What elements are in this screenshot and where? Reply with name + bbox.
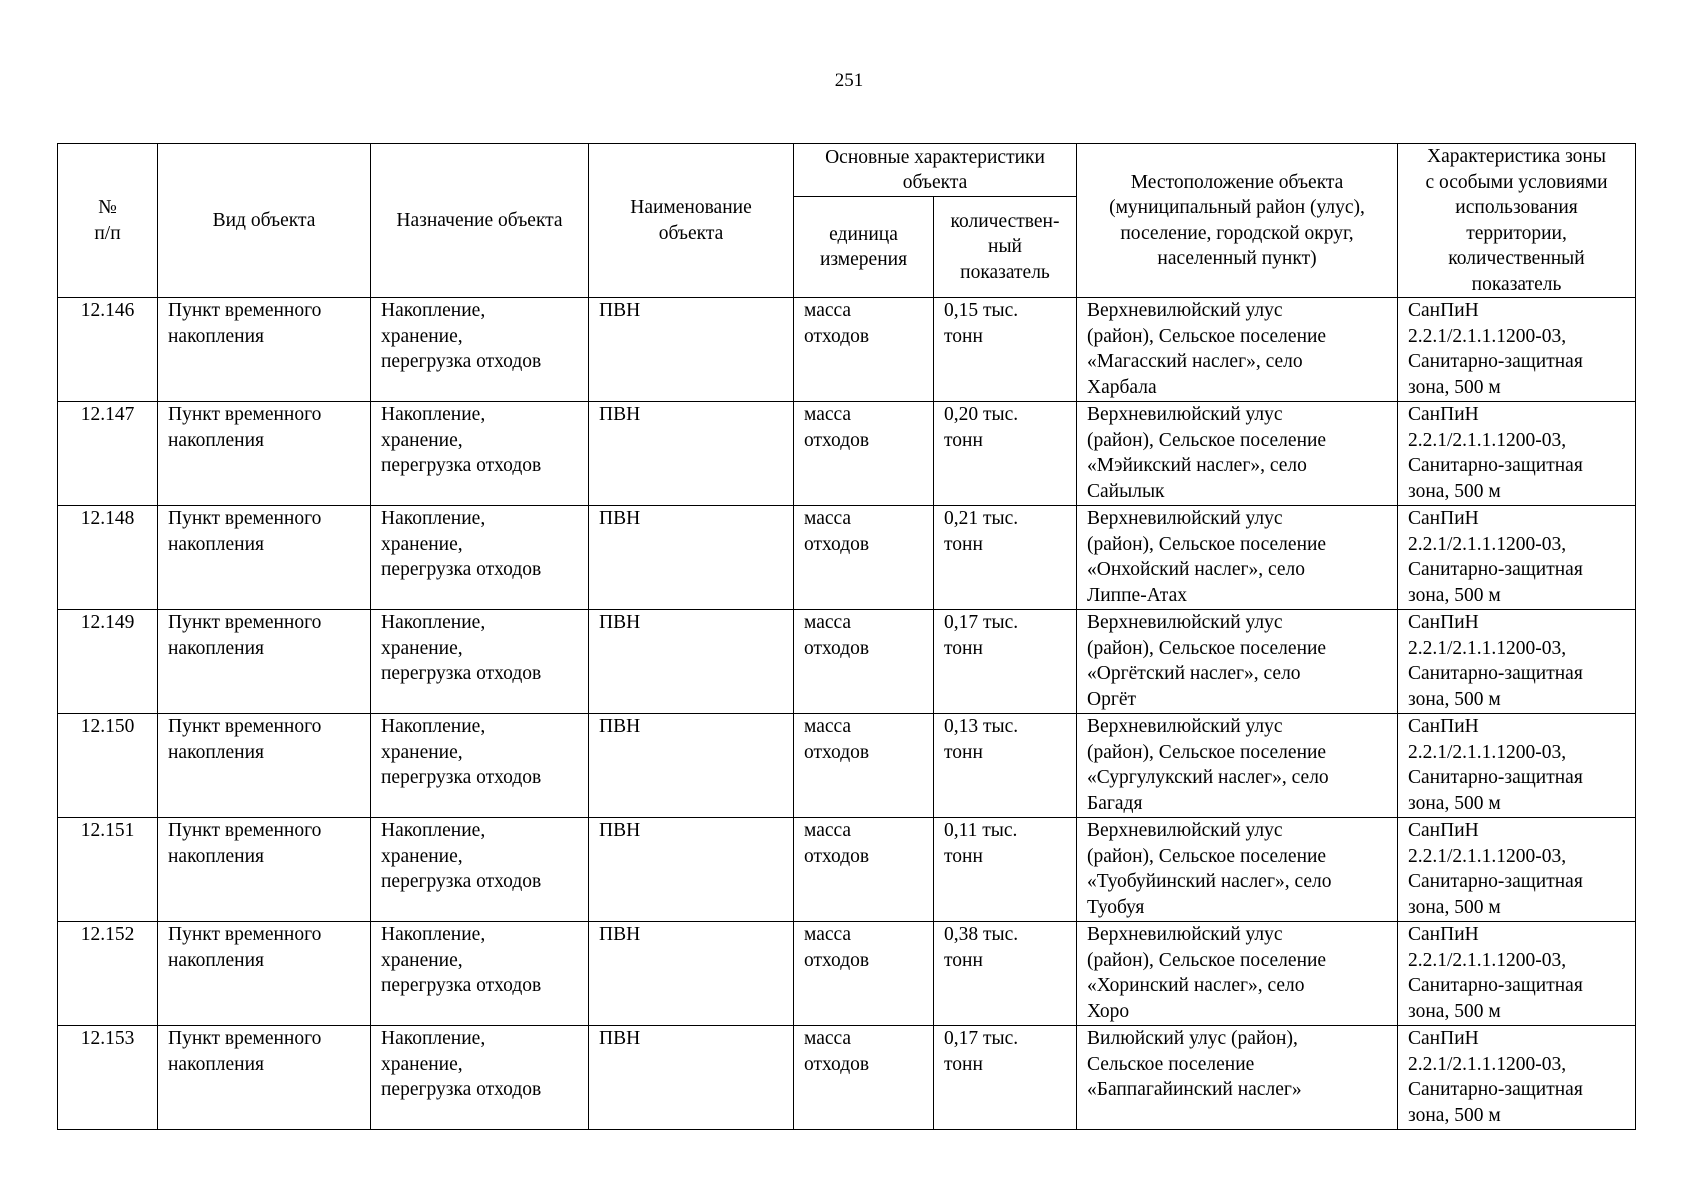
cell-kind bbox=[158, 1026, 371, 1130]
cell-location-line: «Баппагайинский наслег» bbox=[1087, 1079, 1302, 1100]
cell-location-line: «Хоринский наслег», село bbox=[1087, 975, 1305, 996]
cell-quantity-line: тонн bbox=[944, 533, 983, 555]
cell-kind bbox=[158, 298, 371, 402]
cell-kind-line: накопления bbox=[168, 429, 264, 451]
cell-location-line: Туобуя bbox=[1087, 896, 1145, 918]
cell-quantity-line: 0,38 тыс. bbox=[944, 924, 1019, 945]
cell-location-line: (район), Сельское поселение bbox=[1087, 429, 1327, 451]
cell-kind-line: накопления bbox=[168, 1053, 264, 1075]
cell-location-line: Верхневилюйский улус bbox=[1087, 820, 1283, 841]
cell-kind-line: Пункт временного bbox=[168, 924, 322, 945]
cell-quantity-line: 0,20 тыс. bbox=[944, 404, 1019, 425]
cell-purpose-line: хранение, bbox=[381, 429, 463, 451]
header-main-characteristics-line: объекта bbox=[902, 172, 968, 193]
cell-location-line: «Сургулукский наслег», село bbox=[1087, 767, 1329, 788]
cell-location bbox=[1077, 1026, 1398, 1130]
cell-zone-line: 2.2.1/2.1.1.1200-03, bbox=[1408, 637, 1567, 659]
table-row bbox=[58, 402, 1636, 506]
header-quantity bbox=[934, 197, 1077, 298]
cell-zone-line: 2.2.1/2.1.1.1200-03, bbox=[1408, 325, 1567, 347]
cell-zone-line: Санитарно-защитная bbox=[1408, 455, 1583, 476]
cell-location-line: Сайылык bbox=[1087, 480, 1165, 502]
cell-purpose-line: хранение, bbox=[381, 741, 463, 763]
cell-zone-line: 2.2.1/2.1.1.1200-03, bbox=[1408, 949, 1567, 971]
header-zone-line: показатель bbox=[1471, 273, 1562, 295]
header-quantity-line: ный bbox=[988, 236, 1022, 258]
cell-kind bbox=[158, 506, 371, 610]
cell-location-line: Верхневилюйский улус bbox=[1087, 924, 1283, 945]
table-row bbox=[58, 1026, 1636, 1130]
cell-location-line: Багадя bbox=[1087, 792, 1143, 814]
cell-name: ПВН bbox=[589, 922, 794, 1026]
cell-quantity-line: тонн bbox=[944, 741, 983, 763]
cell-purpose-line: перегрузка отходов bbox=[381, 663, 542, 684]
cell-location-line: «Оргётский наслег», село bbox=[1087, 663, 1301, 684]
table-header bbox=[58, 144, 1636, 298]
cell-num: 12.148 bbox=[58, 506, 158, 610]
cell-location-line: Вилюйский улус (район), bbox=[1087, 1028, 1298, 1049]
cell-location-line: «Туобуйинский наслег», село bbox=[1087, 871, 1332, 892]
header-quantity-line: количествен- bbox=[950, 210, 1060, 232]
header-purpose: Назначение объекта bbox=[371, 144, 589, 298]
cell-num: 12.151 bbox=[58, 818, 158, 922]
header-name-line: объекта bbox=[658, 222, 724, 244]
cell-location-line: (район), Сельское поселение bbox=[1087, 741, 1327, 763]
cell-unit-line: отходов bbox=[804, 741, 870, 763]
cell-zone-line: зона, 500 м bbox=[1408, 792, 1501, 814]
cell-zone bbox=[1398, 402, 1636, 506]
cell-location-line: «Онхойский наслег», село bbox=[1087, 559, 1306, 580]
header-name bbox=[589, 144, 794, 298]
cell-location-line: Липпе-Атах bbox=[1087, 584, 1187, 606]
cell-quantity-line: 0,17 тыс. bbox=[944, 612, 1019, 633]
table-body bbox=[58, 298, 1636, 1130]
cell-kind-line: накопления bbox=[168, 741, 264, 763]
header-zone-line: с особыми условиями bbox=[1425, 171, 1608, 193]
header-location-line: (муниципальный район (улус), bbox=[1109, 197, 1365, 218]
cell-purpose bbox=[371, 298, 589, 402]
cell-unit-line: масса bbox=[804, 300, 852, 321]
cell-unit-line: отходов bbox=[804, 325, 870, 347]
cell-location-line: (район), Сельское поселение bbox=[1087, 325, 1327, 347]
cell-zone-line: Санитарно-защитная bbox=[1408, 1079, 1583, 1100]
cell-quantity bbox=[934, 506, 1077, 610]
cell-zone-line: Санитарно-защитная bbox=[1408, 351, 1583, 372]
cell-zone-line: СанПиН bbox=[1408, 820, 1479, 841]
header-zone-line: Характеристика зоны bbox=[1427, 146, 1606, 167]
cell-zone-line: СанПиН bbox=[1408, 1028, 1479, 1049]
cell-unit-line: масса bbox=[804, 820, 852, 841]
header-quantity-line: показатель bbox=[960, 261, 1050, 283]
cell-kind bbox=[158, 402, 371, 506]
cell-zone bbox=[1398, 298, 1636, 402]
cell-zone-line: 2.2.1/2.1.1.1200-03, bbox=[1408, 741, 1567, 763]
cell-quantity-line: 0,17 тыс. bbox=[944, 1028, 1019, 1049]
header-zone-line: территории, bbox=[1466, 222, 1567, 244]
cell-zone bbox=[1398, 610, 1636, 714]
cell-purpose bbox=[371, 818, 589, 922]
cell-num: 12.149 bbox=[58, 610, 158, 714]
cell-purpose-line: хранение, bbox=[381, 533, 463, 555]
header-name-line: Наименование bbox=[630, 197, 752, 218]
cell-zone-line: зона, 500 м bbox=[1408, 688, 1501, 710]
cell-unit bbox=[794, 1026, 934, 1130]
cell-location-line: (район), Сельское поселение bbox=[1087, 845, 1327, 867]
cell-unit-line: масса bbox=[804, 1028, 852, 1049]
cell-location bbox=[1077, 714, 1398, 818]
cell-unit-line: отходов bbox=[804, 429, 870, 451]
cell-name: ПВН bbox=[589, 298, 794, 402]
cell-purpose-line: перегрузка отходов bbox=[381, 871, 542, 892]
cell-zone-line: СанПиН bbox=[1408, 924, 1479, 945]
cell-purpose bbox=[371, 610, 589, 714]
cell-num: 12.147 bbox=[58, 402, 158, 506]
cell-purpose-line: перегрузка отходов bbox=[381, 975, 542, 996]
cell-zone-line: 2.2.1/2.1.1.1200-03, bbox=[1408, 533, 1567, 555]
cell-kind-line: Пункт временного bbox=[168, 612, 322, 633]
cell-purpose-line: перегрузка отходов bbox=[381, 767, 542, 788]
cell-quantity bbox=[934, 298, 1077, 402]
cell-location bbox=[1077, 402, 1398, 506]
cell-location bbox=[1077, 506, 1398, 610]
header-main-characteristics bbox=[794, 144, 1077, 197]
cell-quantity bbox=[934, 714, 1077, 818]
cell-purpose-line: Накопление, bbox=[381, 924, 486, 945]
cell-quantity-line: 0,11 тыс. bbox=[944, 820, 1018, 841]
cell-quantity-line: тонн bbox=[944, 1053, 983, 1075]
cell-purpose-line: Накопление, bbox=[381, 508, 486, 529]
cell-unit bbox=[794, 714, 934, 818]
cell-zone bbox=[1398, 818, 1636, 922]
cell-zone-line: СанПиН bbox=[1408, 716, 1479, 737]
cell-kind-line: накопления bbox=[168, 637, 264, 659]
cell-zone-line: Санитарно-защитная bbox=[1408, 975, 1583, 996]
cell-zone bbox=[1398, 506, 1636, 610]
cell-name: ПВН bbox=[589, 610, 794, 714]
cell-location-line: Верхневилюйский улус bbox=[1087, 300, 1283, 321]
cell-zone-line: зона, 500 м bbox=[1408, 896, 1501, 918]
cell-location bbox=[1077, 298, 1398, 402]
cell-location-line: Верхневилюйский улус bbox=[1087, 612, 1283, 633]
cell-kind-line: накопления bbox=[168, 845, 264, 867]
cell-kind-line: Пункт временного bbox=[168, 820, 322, 841]
cell-kind-line: Пункт временного bbox=[168, 716, 322, 737]
cell-zone-line: СанПиН bbox=[1408, 612, 1479, 633]
header-unit-line: единица bbox=[829, 223, 898, 245]
cell-unit-line: масса bbox=[804, 404, 852, 425]
cell-unit-line: масса bbox=[804, 716, 852, 737]
cell-purpose bbox=[371, 922, 589, 1026]
header-location-line: Местоположение объекта bbox=[1130, 171, 1344, 193]
cell-purpose-line: перегрузка отходов bbox=[381, 351, 542, 372]
cell-num: 12.146 bbox=[58, 298, 158, 402]
cell-zone-line: Санитарно-защитная bbox=[1408, 767, 1583, 788]
header-kind: Вид объекта bbox=[158, 144, 371, 298]
cell-unit bbox=[794, 402, 934, 506]
cell-purpose bbox=[371, 714, 589, 818]
cell-location bbox=[1077, 922, 1398, 1026]
cell-unit-line: масса bbox=[804, 508, 852, 529]
cell-location-line: «Магасский наслег», село bbox=[1087, 351, 1303, 372]
header-main-characteristics-line: Основные характеристики bbox=[825, 146, 1045, 168]
cell-name: ПВН bbox=[589, 402, 794, 506]
cell-purpose-line: Накопление, bbox=[381, 404, 486, 425]
cell-zone-line: 2.2.1/2.1.1.1200-03, bbox=[1408, 429, 1567, 451]
cell-zone-line: зона, 500 м bbox=[1408, 480, 1501, 502]
cell-purpose-line: Накопление, bbox=[381, 820, 486, 841]
header-num-line: п/п bbox=[94, 222, 121, 244]
cell-unit-line: отходов bbox=[804, 949, 870, 971]
cell-zone-line: СанПиН bbox=[1408, 300, 1479, 321]
cell-zone-line: СанПиН bbox=[1408, 508, 1479, 529]
header-location-line: поселение, городской округ, bbox=[1120, 222, 1354, 244]
cell-unit-line: отходов bbox=[804, 637, 870, 659]
cell-quantity-line: 0,13 тыс. bbox=[944, 716, 1019, 737]
cell-kind bbox=[158, 922, 371, 1026]
table-row bbox=[58, 922, 1636, 1026]
cell-zone bbox=[1398, 922, 1636, 1026]
cell-zone-line: зона, 500 м bbox=[1408, 584, 1501, 606]
cell-zone-line: СанПиН bbox=[1408, 404, 1479, 425]
cell-location-line: Верхневилюйский улус bbox=[1087, 508, 1283, 529]
cell-location bbox=[1077, 818, 1398, 922]
objects-table bbox=[57, 143, 1636, 1130]
cell-zone-line: зона, 500 м bbox=[1408, 1000, 1501, 1022]
cell-quantity-line: тонн bbox=[944, 429, 983, 451]
cell-num: 12.152 bbox=[58, 922, 158, 1026]
cell-num: 12.150 bbox=[58, 714, 158, 818]
cell-quantity-line: тонн bbox=[944, 845, 983, 867]
header-zone bbox=[1398, 144, 1636, 298]
cell-name: ПВН bbox=[589, 818, 794, 922]
table-row bbox=[58, 506, 1636, 610]
cell-zone-line: 2.2.1/2.1.1.1200-03, bbox=[1408, 845, 1567, 867]
table-row bbox=[58, 610, 1636, 714]
cell-kind-line: Пункт временного bbox=[168, 300, 322, 321]
cell-quantity-line: тонн bbox=[944, 949, 983, 971]
cell-zone bbox=[1398, 714, 1636, 818]
cell-quantity-line: 0,21 тыс. bbox=[944, 508, 1019, 529]
cell-zone-line: Санитарно-защитная bbox=[1408, 663, 1583, 684]
cell-location-line: Верхневилюйский улус bbox=[1087, 716, 1283, 737]
cell-quantity bbox=[934, 922, 1077, 1026]
cell-location-line: Хоро bbox=[1087, 1000, 1130, 1022]
cell-quantity bbox=[934, 818, 1077, 922]
cell-purpose-line: хранение, bbox=[381, 1053, 463, 1075]
header-unit-line: измерения bbox=[819, 249, 908, 270]
header-location-line: населенный пункт) bbox=[1157, 248, 1317, 269]
cell-location-line: Харбала bbox=[1087, 376, 1157, 398]
page-number: 251 bbox=[834, 70, 864, 91]
cell-location-line: (район), Сельское поселение bbox=[1087, 949, 1327, 971]
cell-kind-line: Пункт временного bbox=[168, 1028, 322, 1049]
header-zone-line: количественный bbox=[1448, 248, 1585, 269]
cell-zone-line: Санитарно-защитная bbox=[1408, 559, 1583, 580]
cell-purpose-line: Накопление, bbox=[381, 716, 486, 737]
cell-quantity-line: тонн bbox=[944, 325, 983, 347]
cell-name: ПВН bbox=[589, 1026, 794, 1130]
cell-location-line: Верхневилюйский улус bbox=[1087, 404, 1283, 425]
cell-zone bbox=[1398, 1026, 1636, 1130]
cell-purpose-line: хранение, bbox=[381, 845, 463, 867]
cell-kind bbox=[158, 818, 371, 922]
cell-purpose-line: Накопление, bbox=[381, 1028, 486, 1049]
table-row bbox=[58, 298, 1636, 402]
cell-purpose bbox=[371, 1026, 589, 1130]
cell-kind-line: накопления bbox=[168, 533, 264, 555]
cell-unit bbox=[794, 298, 934, 402]
cell-purpose bbox=[371, 402, 589, 506]
cell-location-line: Сельское поселение bbox=[1087, 1053, 1255, 1075]
cell-location-line: Оргёт bbox=[1087, 688, 1137, 710]
cell-purpose-line: хранение, bbox=[381, 325, 463, 347]
header-num bbox=[58, 144, 158, 298]
cell-unit-line: масса bbox=[804, 612, 852, 633]
cell-purpose bbox=[371, 506, 589, 610]
cell-quantity bbox=[934, 610, 1077, 714]
cell-kind-line: Пункт временного bbox=[168, 404, 322, 425]
cell-unit bbox=[794, 610, 934, 714]
header-location bbox=[1077, 144, 1398, 298]
cell-unit bbox=[794, 818, 934, 922]
cell-name: ПВН bbox=[589, 714, 794, 818]
cell-quantity-line: тонн bbox=[944, 637, 983, 659]
header-zone-line: использования bbox=[1455, 197, 1578, 218]
cell-kind-line: накопления bbox=[168, 325, 264, 347]
cell-location-line: «Мэйикский наслег», село bbox=[1087, 455, 1307, 476]
cell-purpose-line: хранение, bbox=[381, 949, 463, 971]
table-row bbox=[58, 714, 1636, 818]
cell-zone-line: зона, 500 м bbox=[1408, 376, 1501, 398]
cell-num: 12.153 bbox=[58, 1026, 158, 1130]
cell-unit-line: масса bbox=[804, 924, 852, 945]
cell-purpose-line: Накопление, bbox=[381, 612, 486, 633]
cell-location-line: (район), Сельское поселение bbox=[1087, 533, 1327, 555]
cell-quantity bbox=[934, 402, 1077, 506]
cell-zone-line: 2.2.1/2.1.1.1200-03, bbox=[1408, 1053, 1567, 1075]
table-row bbox=[58, 818, 1636, 922]
cell-unit-line: отходов bbox=[804, 533, 870, 555]
cell-unit bbox=[794, 506, 934, 610]
cell-location bbox=[1077, 610, 1398, 714]
cell-kind bbox=[158, 714, 371, 818]
cell-quantity bbox=[934, 1026, 1077, 1130]
cell-purpose-line: хранение, bbox=[381, 637, 463, 659]
cell-location-line: (район), Сельское поселение bbox=[1087, 637, 1327, 659]
cell-purpose-line: перегрузка отходов bbox=[381, 455, 542, 476]
cell-kind bbox=[158, 610, 371, 714]
cell-name: ПВН bbox=[589, 506, 794, 610]
cell-zone-line: зона, 500 м bbox=[1408, 1104, 1501, 1126]
cell-unit-line: отходов bbox=[804, 845, 870, 867]
cell-kind-line: Пункт временного bbox=[168, 508, 322, 529]
cell-purpose-line: перегрузка отходов bbox=[381, 559, 542, 580]
cell-purpose-line: перегрузка отходов bbox=[381, 1079, 542, 1100]
header-num-line: № bbox=[98, 197, 117, 218]
header-unit bbox=[794, 197, 934, 298]
cell-quantity-line: 0,15 тыс. bbox=[944, 300, 1019, 321]
cell-purpose-line: Накопление, bbox=[381, 300, 486, 321]
cell-kind-line: накопления bbox=[168, 949, 264, 971]
cell-unit-line: отходов bbox=[804, 1053, 870, 1075]
cell-zone-line: Санитарно-защитная bbox=[1408, 871, 1583, 892]
cell-unit bbox=[794, 922, 934, 1026]
